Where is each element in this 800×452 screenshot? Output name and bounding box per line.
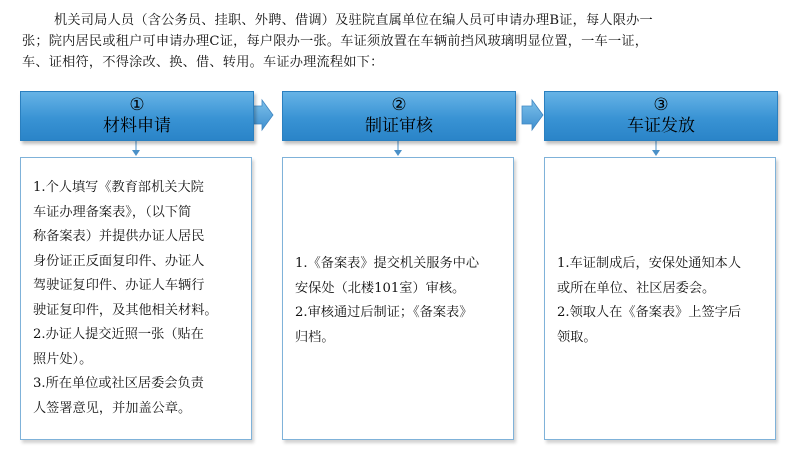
- step-1-number: ①: [129, 95, 145, 115]
- step-3-box: [544, 157, 776, 440]
- step-3-line: 2.领取人在《备案表》上签字后: [557, 305, 742, 320]
- step-1-line: 身份证正反面复印件、办证人: [33, 253, 205, 269]
- step-1-line: 驶证复印件，及其他相关材料。: [33, 302, 218, 318]
- step-1-line: 车证办理备案表》，（以下简: [33, 204, 192, 220]
- step-1-line: 照片处）。: [33, 351, 93, 367]
- arrow-down-1: [132, 150, 140, 156]
- step-1-title: 材料申请: [103, 116, 171, 136]
- step-2-line: 2.审核通过后制证；《备案表》: [295, 305, 473, 320]
- arrow-down-3: [652, 150, 660, 156]
- step-3-title: 车证发放: [627, 116, 695, 136]
- step-3-line: 1.车证制成后，安保处通知本人: [557, 256, 742, 271]
- intro-line-3: 车、证相符，不得涂改、换、借、转用。车证办理流程如下：: [22, 55, 384, 70]
- step-1-line: 3.所在单位或社区居委会负责: [33, 376, 204, 391]
- step-2-line: 归档。: [295, 329, 335, 345]
- step-1-line: 2.办证人提交近照一张（贴在: [33, 327, 204, 342]
- step-1-line: 人签署意见，并加盖公章。: [33, 400, 192, 416]
- step-1-line: 1.个人填写《教育部机关大院: [33, 180, 204, 195]
- step-2-title: 制证审核: [365, 116, 433, 136]
- step-2-header: [282, 91, 516, 141]
- step-1-header: [20, 91, 254, 141]
- intro-text: [22, 10, 782, 73]
- arrow-right-1: [252, 100, 273, 130]
- step-2-line: 安保处（北楼101室）审核。: [295, 280, 466, 296]
- step-3-header: [544, 91, 778, 141]
- arrow-down-2: [394, 150, 402, 156]
- intro-line-2: 张；院内居民或租户可申请办理C证，每户限办一张。车证须放置在车辆前挡风玻璃明显位置，一车一证，: [22, 34, 649, 49]
- intro-line-1: 机关司局人员（含公务员、挂职、外聘、借调）及驻院直属单位在编人员可申请办理B证，每人限办一: [54, 13, 653, 28]
- step-1-line: 称备案表）并提供办证人居民: [33, 229, 205, 244]
- step-2-box: [282, 157, 514, 440]
- step-3-number: ③: [653, 95, 669, 115]
- step-2-number: ②: [391, 95, 407, 115]
- step-3-line: 或所在单位、社区居委会。: [557, 280, 716, 296]
- step-1-line: 驾驶证复印件、办证人车辆行: [33, 278, 205, 293]
- step-3-line: 领取。: [557, 329, 597, 345]
- step-1-box: [20, 157, 252, 440]
- step-2-line: 1.《备案表》提交机关服务中心: [295, 256, 480, 271]
- arrow-right-2: [522, 100, 543, 130]
